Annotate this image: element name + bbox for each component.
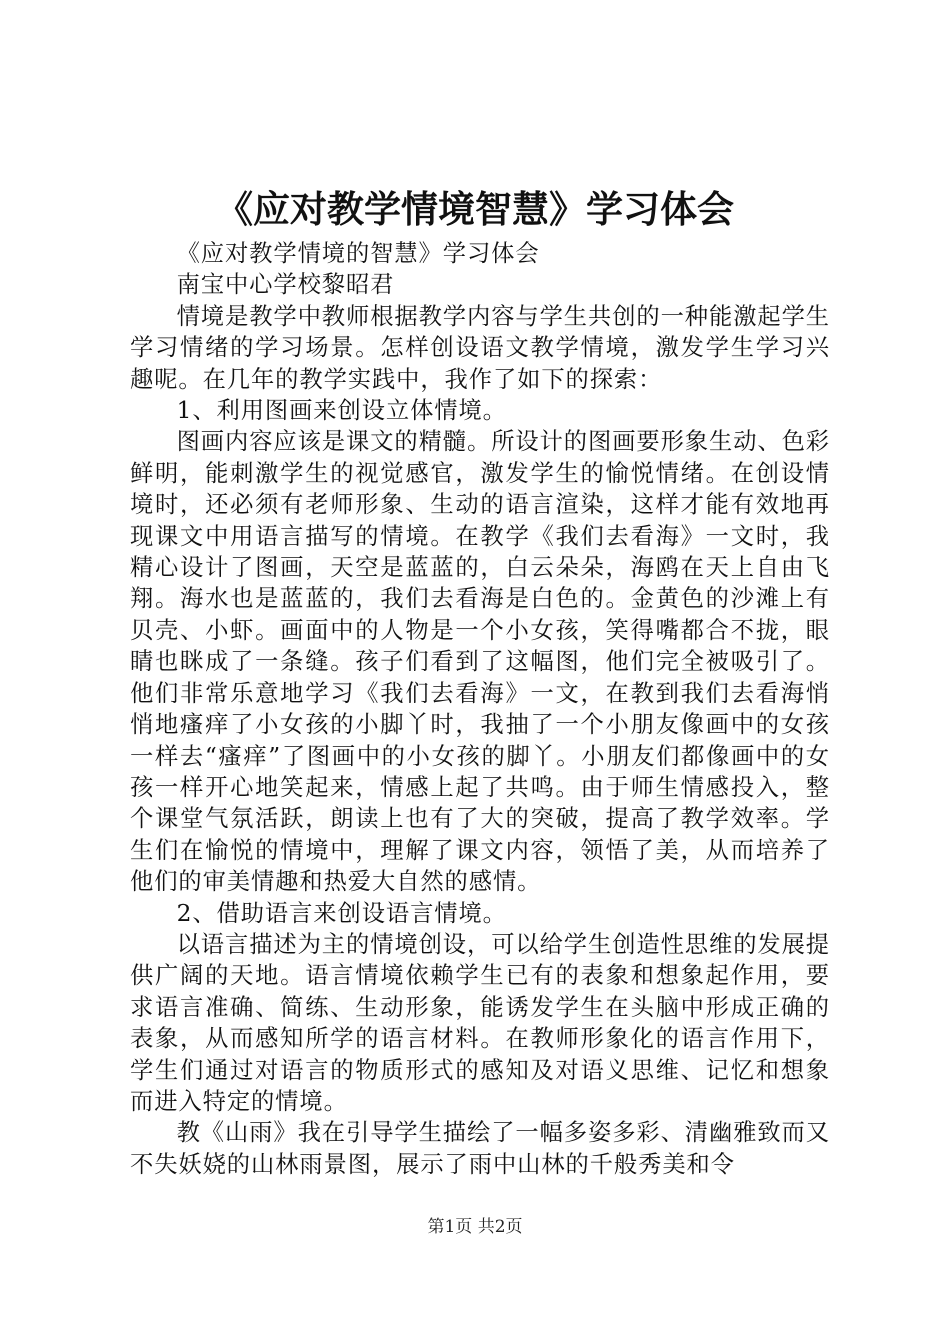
section-heading-1: 1、利用图画来创设立体情境。 (176, 397, 507, 425)
body-paragraph: 图画内容应该是课文的精髓。所设计的图画要形象生动、色彩鲜明，能刺激学生的视觉感官，激发学生的愉悦情绪。在创设情境时，还必须有老师形象、生动的语言渲染，这样才能有效地再现课文中用语言描写的情境。在教学《我们去看海》一文时，我精心设计了图画，天空是蓝蓝的，白云朵朵，海鸥在天上自由飞翔。海水也是蓝蓝的，我们去看海是白色的。金黄色的沙滩上有贝壳、小虾。画面中的人物是一个小女孩，笑得嘴都合不拢，眼睛也眯成了一条缝。孩子们看到了这幅图，他们完全被吸引了。他们非常乐意地学习《我们去看海》一文，在教到我们去看海悄悄地瘙痒了小女孩的小脚丫时，我抽了一个小朋友像画中的女孩一样去“瘙痒”了图画中的小女孩的脚丫。小朋友们都像画中的女孩一样开心地笑起来，情感上起了共鸣。由于师生情感投入，整个课堂气氛活跃，朗读上也有了大的突破，提高了教学效率。学生们在愉悦的情境中，理解了课文内容，领悟了美，从而培养了他们的审美情趣和热爱大自然的感情。 (130, 428, 830, 896)
document-body (130, 238, 830, 1180)
body-paragraph: 以语言描述为主的情境创设，可以给学生创造性思维的发展提供广阔的天地。语言情境依赖学生已有的表象和想象起作用，要求语言准确、简练、生动形象，能诱发学生在头脑中形成正确的表象，从而感知所学的语言材料。在教师形象化的语言作用下，学生们通过对语言的物质形式的感知及对语义思维、记忆和想象而进入特定的情境。 (130, 930, 830, 1115)
document-title: 《应对教学情境智慧》学习体会 (216, 187, 734, 231)
subtitle-paragraph: 《应对教学情境的智慧》学习体会 (176, 240, 540, 267)
body-paragraph: 教《山雨》我在引导学生描绘了一幅多姿多彩、清幽雅致而又不失妖娆的山林雨景图，展示了雨中山林的千般秀美和令 (130, 1119, 830, 1178)
page-number-footer: 第1页 共2页 (427, 1217, 523, 1237)
section-heading-2: 2、借助语言来创设语言情境。 (176, 899, 507, 927)
author-line: 南宝中心学校黎昭君 (176, 271, 395, 299)
intro-paragraph: 情境是教学中教师根据教学内容与学生共创的一种能激起学生学习情绪的学习场景。怎样创设语文教学情境，激发学生学习兴趣呢。在几年的教学实践中，我作了如下的探索： (130, 302, 830, 393)
